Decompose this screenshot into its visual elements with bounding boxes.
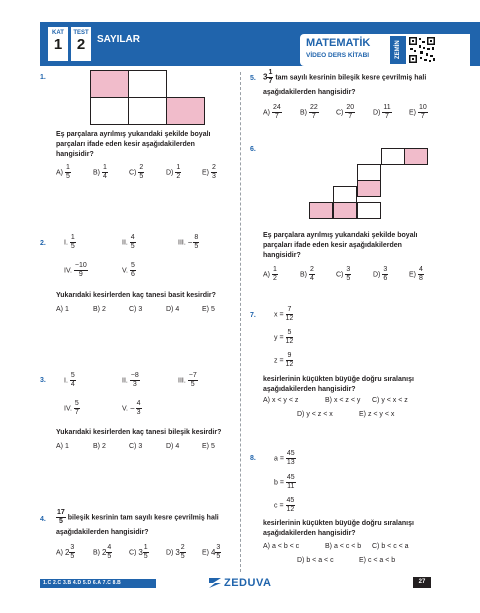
q8-option-d[interactable]: D) b < a < c	[297, 557, 334, 564]
q5-option-d[interactable]: D) $\frac{11}{7}$	[373, 104, 391, 120]
answer-key: 1.C 2.C 3.B 4.D 5.D 6.A 7.C 8.B	[40, 579, 156, 588]
q5-option-c[interactable]: C) $\frac{20}{7}$	[336, 104, 355, 120]
zeduva-logo-icon	[208, 576, 222, 590]
q2-option-e[interactable]: E) 5	[202, 306, 215, 313]
q7-option-c[interactable]: C) y < x < z	[372, 397, 408, 404]
q4-option-c[interactable]: C) 3 $\frac{1}{5}$	[129, 544, 148, 560]
q1-option-b[interactable]: B) $\frac{1}{4}$	[93, 164, 107, 180]
question-3-text: Yukarıdaki kesirlerden kaç tanesi bileşik kesirdir?	[56, 429, 222, 436]
logo-text: ZEDUVA	[224, 577, 272, 589]
question-5-number: 5.	[250, 75, 256, 82]
q4-option-e[interactable]: E) 4 $\frac{3}{5}$	[202, 544, 221, 560]
q7-option-d[interactable]: D) y < z < x	[297, 411, 333, 418]
q1-cell	[128, 97, 167, 125]
q2-option-d[interactable]: D) 4	[166, 306, 180, 313]
q3-item-2: II. $\frac{-8}{3}$	[122, 372, 139, 388]
q6-option-a[interactable]: A) $\frac{1}{2}$	[263, 266, 277, 282]
page-title: SAYILAR	[97, 34, 140, 45]
q6-cell-shaded	[333, 202, 357, 219]
question-5-stem: 3 $\frac{1}{7}$ tam sayılı kesrinin bileşik kesre çevrilmiş hali	[263, 69, 427, 85]
q1-option-e[interactable]: E) $\frac{2}{3}$	[202, 164, 216, 180]
q8-option-b[interactable]: B) a < c < b	[325, 543, 362, 550]
brand-subtitle: VİDEO DERS KİTABI	[306, 52, 370, 59]
q1-cell	[128, 70, 167, 98]
q3-option-b[interactable]: B) 2	[93, 443, 106, 450]
test-box	[71, 27, 91, 61]
q2-option-a[interactable]: A) 1	[56, 306, 69, 313]
question-8-number: 8.	[250, 455, 256, 462]
q7-var-z: z = $\frac{9}{12}$	[274, 352, 294, 368]
q1-cell	[90, 97, 129, 125]
q6-cell-shaded	[309, 202, 333, 219]
q6-option-d[interactable]: D) $\frac{3}{6}$	[373, 266, 388, 282]
q5-option-a[interactable]: A) $\frac{24}{7}$	[263, 104, 281, 120]
q3-item-5: V. − $\frac{4}{3}$	[122, 400, 141, 416]
q4-option-d[interactable]: D) 3 $\frac{2}{5}$	[166, 544, 185, 560]
q6-cell	[333, 186, 357, 203]
question-8-text: kesirlerinin küçükten büyüğe doğru sıralanışı aşağıdakilerden hangisidir?	[263, 520, 414, 537]
q5-option-e[interactable]: E) $\frac{10}{7}$	[409, 104, 427, 120]
question-2-text: Yukarıdaki kesirlerden kaç tanesi basit kesirdir?	[56, 292, 216, 299]
question-6-text: Eş parçalara ayrılmış yukarıdaki şekilde boyalı parçaları ifade eden kesir aşağıdakilerden hangisidir?	[263, 232, 418, 259]
q1-option-c[interactable]: C) $\frac{2}{5}$	[129, 164, 144, 180]
q7-option-b[interactable]: B) x < z < y	[325, 397, 361, 404]
q6-option-c[interactable]: C) $\frac{3}{5}$	[336, 266, 351, 282]
column-divider	[240, 72, 241, 572]
q3-item-1: I. $\frac{5}{4}$	[64, 372, 75, 388]
page-number: 27	[413, 577, 431, 588]
q6-option-b[interactable]: B) $\frac{2}{4}$	[300, 266, 314, 282]
q8-option-e[interactable]: E) c < a < b	[359, 557, 396, 564]
question-7-text: kesirlerinin küçükten büyüğe doğru sıralanışı aşağıdakilerden hangisidir?	[263, 376, 414, 393]
q1-cell-shaded	[166, 97, 205, 125]
q7-option-a[interactable]: A) x < y < z	[263, 397, 299, 404]
q7-var-y: y = $\frac{5}{12}$	[274, 329, 294, 345]
q1-option-d[interactable]: D) $\frac{1}{2}$	[166, 164, 181, 180]
q8-option-c[interactable]: C) b < c < a	[372, 543, 409, 550]
question-3-number: 3.	[40, 377, 46, 384]
q6-option-e[interactable]: E) $\frac{4}{8}$	[409, 266, 423, 282]
q2-option-b[interactable]: B) 2	[93, 306, 106, 313]
kat-label: KAT	[52, 30, 64, 36]
q2-item-2: II. $\frac{4}{5}$	[122, 234, 135, 250]
test-label: TEST	[73, 30, 89, 36]
q2-option-c[interactable]: C) 3	[129, 306, 143, 313]
q4-option-b[interactable]: B) 2 $\frac{4}{5}$	[93, 544, 112, 560]
q2-item-4: IV. $\frac{-10}{9}$	[64, 262, 87, 278]
brand-title: MATEMATİK	[306, 37, 371, 49]
q8-var-b: b = $\frac{45}{11}$	[274, 474, 295, 490]
question-1-text: Eş parçalara ayrılmış yukarıdaki şekilde boyalı parçaları ifade eden kesir aşağıdakilerden hangisidir?	[56, 131, 211, 158]
q2-item-5: V. $\frac{5}{6}$	[122, 262, 135, 278]
question-5-text: aşağıdakilerden hangisidir?	[263, 89, 356, 96]
q3-option-e[interactable]: E) 5	[202, 443, 215, 450]
qr-code-icon[interactable]	[408, 36, 436, 64]
q3-option-a[interactable]: A) 1	[56, 443, 69, 450]
question-6-number: 6.	[250, 146, 256, 153]
q4-option-a[interactable]: A) 2 $\frac{3}{5}$	[56, 544, 75, 560]
q2-item-1: I. $\frac{1}{5}$	[64, 234, 75, 250]
question-4-stem: $\frac{17}{5}$ bileşik kesrinin tam sayılı kesre çevrilmiş hali	[57, 509, 219, 525]
q3-option-d[interactable]: D) 4	[166, 443, 180, 450]
question-4-number: 4.	[40, 516, 46, 523]
q8-var-a: a = $\frac{45}{13}$	[274, 450, 295, 466]
q3-option-c[interactable]: C) 3	[129, 443, 143, 450]
q5-option-b[interactable]: B) $\frac{22}{7}$	[300, 104, 318, 120]
page-header	[0, 14, 480, 72]
q6-cell-shaded	[404, 148, 428, 165]
brand-box	[300, 34, 470, 66]
brand-tag: ZEMİN	[390, 36, 406, 64]
question-7-number: 7.	[250, 312, 256, 319]
q6-cell-shaded	[357, 180, 381, 197]
q8-var-c: c = $\frac{45}{12}$	[274, 497, 295, 513]
q2-item-3: III. − $\frac{8}{5}$	[178, 234, 199, 250]
kat-number: 1	[53, 36, 63, 53]
q3-item-3: III. $\frac{-7}{5}$	[178, 372, 197, 388]
q1-option-a[interactable]: A) $\frac{1}{5}$	[56, 164, 70, 180]
q7-option-e[interactable]: E) z < y < x	[359, 411, 395, 418]
q1-cell-shaded	[90, 70, 129, 98]
q3-item-4: IV. $\frac{5}{7}$	[64, 400, 79, 416]
q6-cell	[357, 164, 381, 181]
question-2-number: 2.	[40, 240, 46, 247]
q8-option-a[interactable]: A) a < b < c	[263, 543, 300, 550]
q6-cell	[357, 202, 381, 219]
test-number: 2	[76, 36, 86, 53]
q7-var-x: x = $\frac{7}{12}$	[274, 306, 294, 322]
question-1-number: 1.	[40, 74, 46, 81]
question-4-text: aşağıdakilerden hangisidir?	[56, 529, 149, 536]
q6-cell	[381, 148, 405, 165]
kat-box	[48, 27, 68, 61]
